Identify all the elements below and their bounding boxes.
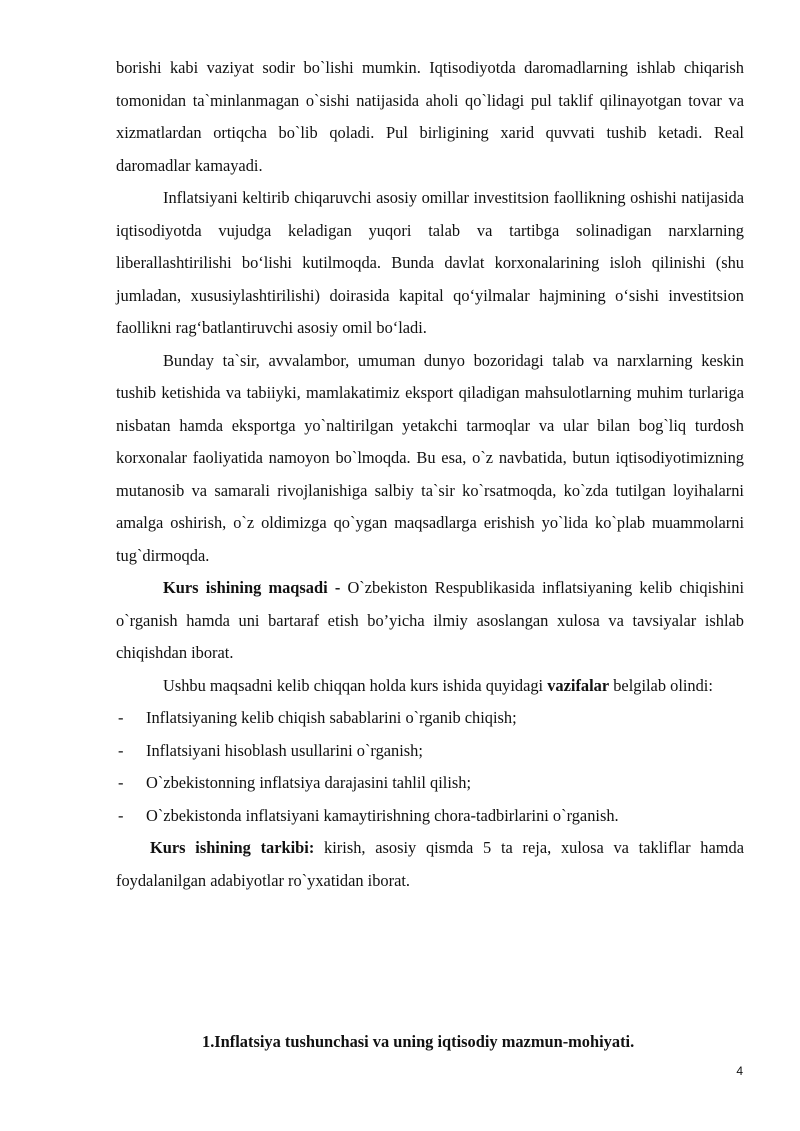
goal-label: Kurs ishining maqsadi - bbox=[163, 578, 341, 597]
body-text bbox=[116, 52, 744, 897]
tasks-list bbox=[116, 702, 744, 832]
paragraph-3: Bunday ta`sir, avvalambor, umuman dunyo bozoridagi talab va narxlarning keskin tushib ketishida va tabiiyki, mamlakatimiz eksport qiladigan mahsulotlarning muhim turlariga nisbatan hamda eksportga yo`naltirilgan yetakchi tarmoqlar va ular bilan bog`liq turdosh korxonalar faoliyatida namoyon bo`lmoqda. Bu esa, o`z navbatida, butun iqtisodiyotimizning mutanosib va samarali rivojlanishiga salbiy ta`sir ko`rsatmoqda, ko`zda tutilgan loyihalarni amalga oshirish, o`z oldimizga qo`ygan maqsadlarga erishish yo`lida ko`plab muammolarni tug`dirmoqda. bbox=[116, 350, 744, 565]
list-item-text: O`zbekistonning inflatsiya darajasini tahlil qilish; bbox=[146, 773, 472, 792]
list-dash: - bbox=[118, 708, 124, 727]
list-dash: - bbox=[118, 740, 124, 760]
tasks-label: vazifalar bbox=[547, 675, 610, 695]
list-item-text: O`zbekistonda inflatsiyani kamaytirishning chora-tadbirlarini o`rganish. bbox=[146, 805, 619, 825]
tasks-intro-tail: belgilab olindi: bbox=[609, 675, 713, 695]
page-number: 4 bbox=[736, 1064, 743, 1078]
paragraph-goal bbox=[116, 572, 744, 670]
list-dash: - bbox=[118, 773, 124, 792]
list-item bbox=[116, 767, 744, 800]
structure-label: Kurs ishining tarkibi: bbox=[150, 838, 315, 857]
goal-text: O`zbekiston Respublikasida inflatsiyaning kelib chiqishini o`rganish hamda uni bartaraf etish bo’yicha ilmiy asoslangan xulosa va tavsiyalar ishlab chiqishdan iborat. bbox=[116, 578, 744, 662]
structure-text: kirish, asosiy qismda 5 ta reja, xulosa va takliflar hamda foydalanilgan adabiyotlar ro`yxatidan iborat. bbox=[116, 838, 744, 890]
list-item-text: Inflatsiyani hisoblash usullarini o`rganish; bbox=[146, 740, 423, 760]
list-item bbox=[116, 800, 744, 833]
tasks-intro-text: Ushbu maqsadni kelib chiqqan holda kurs ishida quyidagi bbox=[163, 675, 548, 695]
list-item-text: Inflatsiyaning kelib chiqish sabablarini o`rganib chiqish; bbox=[146, 708, 517, 727]
paragraph-2: Inflatsiyani keltirib chiqaruvchi asosiy omillar investitsion faollikning oshishi natijasida iqtisodiyotda vujudga keladigan yuqori talab va tartibga solinadigan narxlarning liberallashtirilishi bo‘lishi kutilmoqda. Bunda davlat korxonalarining isloh qilinishi (shu jumladan, xususiylashtirilishi) doirasida kapital qo‘yilmalar hajmining o‘sishi investitsion faollikni rag‘batlantiruvchi asosiy omil bo‘ladi. bbox=[116, 188, 744, 337]
list-item bbox=[116, 702, 744, 735]
list-item bbox=[116, 735, 744, 768]
paragraph-tasks-intro bbox=[116, 670, 744, 703]
section-heading: 1.Inflatsiya tushunchasi va uning iqtisodiy mazmun-mohiyati. bbox=[202, 1032, 635, 1051]
paragraph-1: borishi kabi vaziyat sodir bo`lishi mumkin. Iqtisodiyotda daromadlarning ishlab chiqarish tomonidan ta`minlanmagan o`sishi natijasida aholi qo`lidagi pul taklif qilinayotgan tovar va xizmatlardan ortiqcha bo`lib qoladi. Pul birligining xarid quvvati tushib ketadi. Real daromadlar kamayadi. bbox=[116, 58, 744, 175]
paragraph-structure bbox=[116, 832, 744, 897]
list-dash: - bbox=[118, 805, 124, 825]
